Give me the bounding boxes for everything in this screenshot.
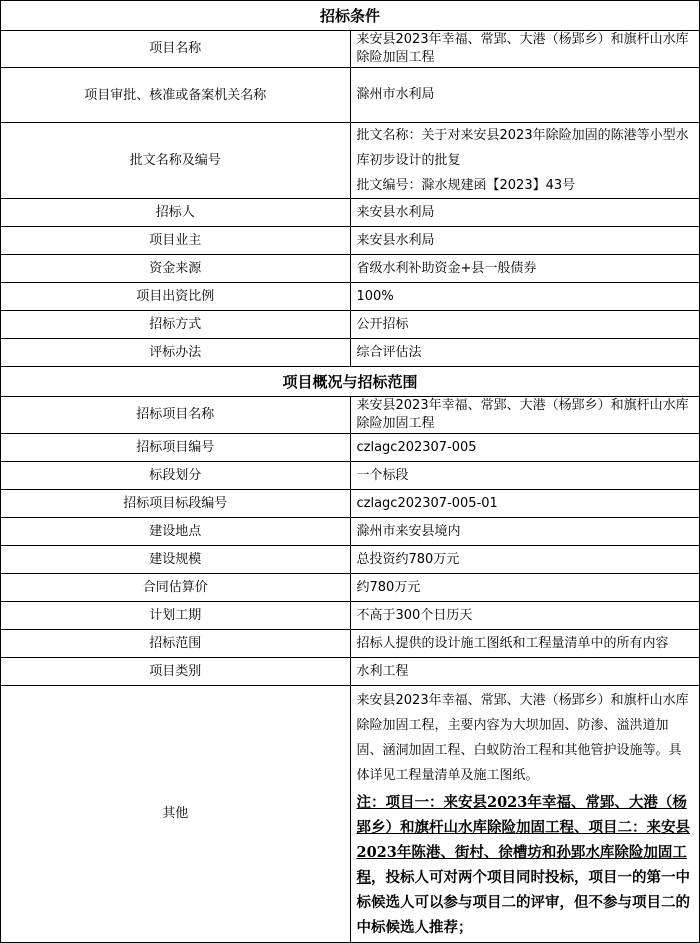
row-label: 项目审批、核准或备案机关名称 — [1, 68, 351, 123]
row-value: 省级水利补助资金+县一般债券 — [350, 255, 700, 283]
table-row — [1, 490, 700, 518]
row-value: 约780万元 — [350, 574, 700, 602]
row-label: 招标人 — [1, 199, 351, 227]
row-label: 招标方式 — [1, 311, 351, 339]
row-label: 评标办法 — [1, 339, 351, 367]
row-label: 计划工期 — [1, 602, 351, 630]
note-rest: ，投标人可对两个项目同时投标，项目一的第一中标候选人可以参与项目二的评审，但不参与项目二的中标候选人推荐； — [356, 869, 690, 936]
row-value: 来安县2023年幸福、常郢、大港（杨郢乡）和旗杆山水库除险加固工程 — [350, 31, 700, 68]
approval-number: 批文编号：滁水规建函【2023】43号 — [356, 178, 576, 193]
row-label: 其他 — [1, 686, 351, 943]
other-description: 来安县2023年幸福、常郢、大港（杨郢乡）和旗杆山水库除险加固工程，主要内容为大坝加固、防渗、溢洪道加固、涵洞加固工程、白蚁防治工程和其他管护设施等。具体详见工程量清单及施工图纸。 — [356, 693, 689, 783]
row-value: 综合评估法 — [350, 339, 700, 367]
row-value: 来安县水利局 — [350, 227, 700, 255]
table-row — [1, 518, 700, 546]
table-row — [1, 434, 700, 462]
row-value: 滁州市来安县境内 — [350, 518, 700, 546]
other-note — [357, 790, 694, 940]
row-label: 招标范围 — [1, 630, 351, 658]
table-row — [1, 630, 700, 658]
row-label: 项目类别 — [1, 658, 351, 686]
table-row — [1, 199, 700, 227]
row-value: 招标人提供的设计施工图纸和工程量清单中的所有内容 — [350, 630, 700, 658]
row-label: 建设规模 — [1, 546, 351, 574]
row-value: czlagc202307-005 — [350, 434, 700, 462]
row-value: 公开招标 — [350, 311, 700, 339]
row-value — [350, 123, 700, 199]
table-row — [1, 311, 700, 339]
row-label: 招标项目名称 — [1, 397, 351, 434]
row-value: 水利工程 — [350, 658, 700, 686]
table-row — [1, 68, 700, 123]
row-label: 项目名称 — [1, 31, 351, 68]
table-row — [1, 123, 700, 199]
table-row — [1, 658, 700, 686]
table-row — [1, 31, 700, 68]
section-title-conditions: 招标条件 — [1, 1, 700, 31]
row-value: 来安县2023年幸福、常郢、大港（杨郢乡）和旗杆山水库除险加固工程 — [350, 397, 700, 434]
row-label: 建设地点 — [1, 518, 351, 546]
table-row — [1, 574, 700, 602]
row-label: 招标项目编号 — [1, 434, 351, 462]
other-details — [350, 686, 700, 943]
table-row — [1, 339, 700, 367]
row-value: 不高于300个日历天 — [350, 602, 700, 630]
note-underlined: 注：项目一：来安县2023年幸福、常郢、大港（杨郢乡）和旗杆山水库除险加固工程、项目二：来安县2023年陈港、街村、徐槽坊和孙郢水库除险加固工程 — [356, 794, 690, 886]
row-label: 项目业主 — [1, 227, 351, 255]
row-value: 来安县水利局 — [350, 199, 700, 227]
row-label: 标段划分 — [1, 462, 351, 490]
row-value: 100% — [350, 283, 700, 311]
row-label: 资金来源 — [1, 255, 351, 283]
row-label: 合同估算价 — [1, 574, 351, 602]
approval-name: 批文名称：关于对来安县2023年除险加固的陈港等小型水库初步设计的批复 — [356, 128, 689, 168]
row-label: 项目出资比例 — [1, 283, 351, 311]
table-row — [1, 255, 700, 283]
section-title-overview: 项目概况与招标范围 — [1, 367, 700, 397]
row-label: 批文名称及编号 — [1, 123, 351, 199]
table-row — [1, 397, 700, 434]
table-row — [1, 546, 700, 574]
table-row — [1, 227, 700, 255]
table-row — [1, 462, 700, 490]
table-row — [1, 686, 700, 943]
row-value: czlagc202307-005-01 — [350, 490, 700, 518]
table-row — [1, 283, 700, 311]
row-label: 招标项目标段编号 — [1, 490, 351, 518]
table-row — [1, 602, 700, 630]
row-value: 一个标段 — [350, 462, 700, 490]
row-value: 总投资约780万元 — [350, 546, 700, 574]
row-value: 滁州市水利局 — [350, 68, 700, 123]
